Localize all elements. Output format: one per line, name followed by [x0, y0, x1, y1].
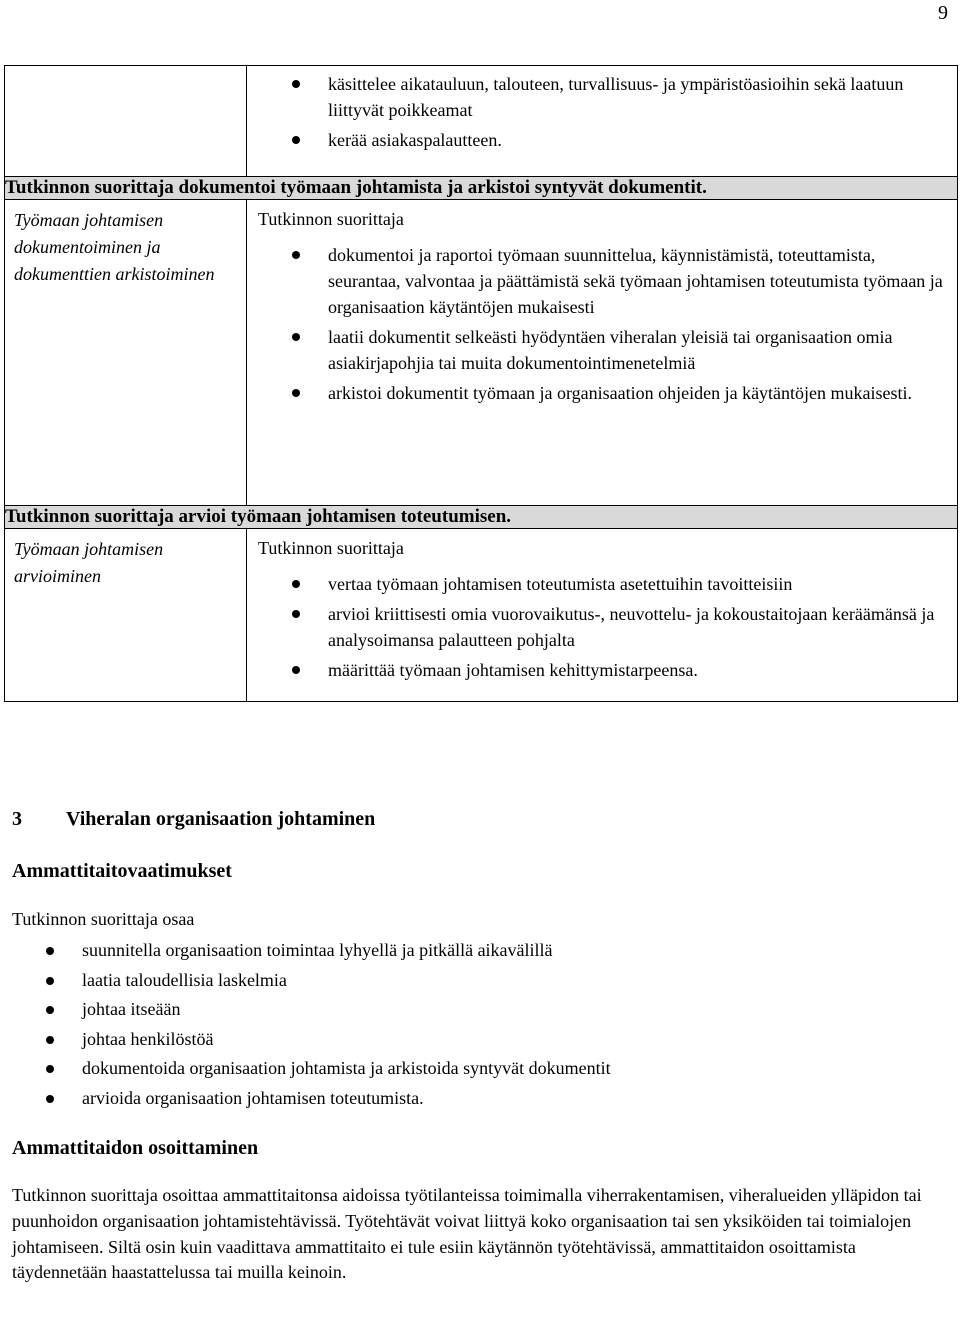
criteria-intro: Tutkinnon suorittaja [258, 209, 404, 229]
list-item: kerää asiakaspalautteen. [258, 127, 947, 153]
bullet-icon [292, 136, 300, 144]
bullet-icon [292, 580, 300, 588]
list-item: laatii dokumentit selkeästi hyödyntäen viheralan yleisiä tai organisaation omia asiakirjapohjia tai muita dokumentointimenetelmiä [258, 324, 947, 376]
requirements-list [12, 936, 948, 1113]
list-item: dokumentoida organisaation johtamista ja arkistoida syntyvät dokumentit [12, 1054, 948, 1084]
criteria-list [258, 71, 947, 153]
table-row [5, 66, 958, 177]
section-3 [12, 806, 948, 1286]
bullet-icon [292, 610, 300, 618]
bullet-icon [292, 389, 300, 397]
list-item: määrittää työmaan johtamisen kehittymistarpeensa. [258, 657, 947, 683]
section-title [12, 806, 948, 832]
list-item: vertaa työmaan johtamisen toteutumista asetettuihin tavoitteisiin [258, 571, 947, 597]
assessment-target: Työmaan johtamisen arvioiminen [14, 539, 164, 586]
bullet-icon [292, 333, 300, 341]
bullet-icon [46, 1036, 54, 1044]
table-row [5, 177, 958, 200]
table-row [5, 200, 958, 506]
section-title-text: Viheralan organisaation johtaminen [66, 808, 376, 830]
criteria-cell [247, 200, 958, 506]
list-item: johtaa itseään [12, 995, 948, 1025]
list-item: laatia taloudellisia laskelmia [12, 966, 948, 996]
list-item: arkistoi dokumentit työmaan ja organisaation ohjeiden ja käytäntöjen mukaisesti. [258, 380, 947, 406]
bullet-icon [46, 1095, 54, 1103]
list-item: johtaa henkilöstöä [12, 1025, 948, 1055]
requirements-intro: Tutkinnon suorittaja osaa [12, 909, 195, 929]
empty-target-cell [5, 66, 247, 177]
section-heading: Tutkinnon suorittaja dokumentoi työmaan johtamista ja arkistoi syntyvät dokumentit. [5, 177, 958, 200]
bullet-icon [292, 80, 300, 88]
criteria-cell [247, 66, 958, 177]
bullet-icon [292, 666, 300, 674]
bullet-icon [292, 251, 300, 259]
table-row [5, 506, 958, 529]
page-number: 9 [938, 2, 948, 24]
list-item: dokumentoi ja raportoi työmaan suunnittelua, käynnistämistä, toteuttamista, seurantaa, valvontaa ja päättämistä sekä työmaan johtamisen toteutumista työmaan ja organisaation käytäntöjen mukaisesti [258, 242, 947, 320]
criteria-list [258, 571, 947, 683]
list-item: arvioida organisaation johtamisen toteutumista. [12, 1084, 948, 1114]
target-cell [5, 200, 247, 506]
demonstration-paragraph: Tutkinnon suorittaja osoittaa ammattitaitonsa aidoissa työtilanteissa toimimalla viherrakentamisen, viheralueiden ylläpidon tai puunhoidon organisaation johtamistehtävissä. Työtehtävät voivat liittyä koko organisaation tai sen yksiköiden tai toimialojen johtamiseen. Siltä osin kuin vaadittava ammattitaito ei tule esiin käytännön työtehtävissä, ammattitaidon osoittamista täydennetään haastattelussa tai muilla keinoin. [12, 1185, 922, 1283]
bullet-icon [46, 1065, 54, 1073]
section-heading: Tutkinnon suorittaja arvioi työmaan johtamisen toteutumisen. [5, 506, 958, 529]
assessment-criteria-table [4, 65, 958, 702]
list-item: arvioi kriittisesti omia vuorovaikutus-, neuvottelu- ja kokoustaitojaan keräämänsä ja analysoimansa palautteen pohjalta [258, 601, 947, 653]
table-row [5, 529, 958, 702]
bullet-icon [46, 1006, 54, 1014]
list-item: suunnitella organisaation toimintaa lyhyellä ja pitkällä aikavälillä [12, 936, 948, 966]
target-cell [5, 529, 247, 702]
bullet-icon [46, 947, 54, 955]
criteria-list [258, 242, 947, 406]
section-number: 3 [12, 808, 22, 830]
requirements-heading: Ammattitaitovaatimukset [12, 860, 232, 882]
list-item: käsittelee aikatauluun, talouteen, turvallisuus- ja ympäristöasioihin sekä laatuun liittyvät poikkeamat [258, 71, 947, 123]
demonstration-heading: Ammattitaidon osoittaminen [12, 1137, 259, 1159]
bullet-icon [46, 977, 54, 985]
criteria-intro: Tutkinnon suorittaja [258, 538, 404, 558]
assessment-target: Työmaan johtamisen dokumentoiminen ja dokumenttien arkistoiminen [14, 210, 215, 284]
criteria-cell [247, 529, 958, 702]
